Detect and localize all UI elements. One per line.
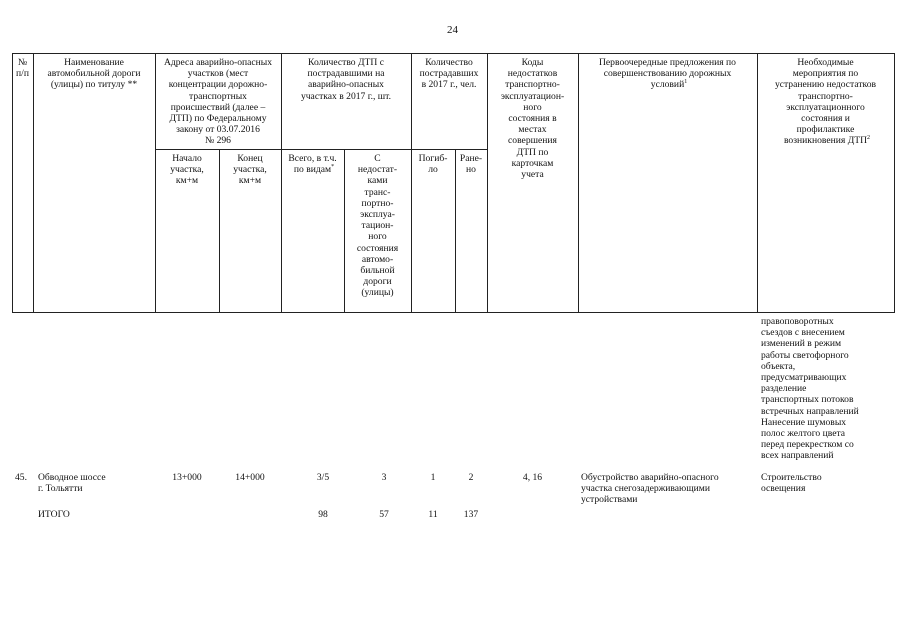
measures-continued: правоповоротных съездов с внесением изменений в режим работы светофорного объекта, предусматривающих разделение транспортных потоков встречных направлений Нанесение шумовых полос желтого цвета перед перекрестком со всех направлений bbox=[761, 316, 859, 462]
row-proposals: Обустройство аварийно-опасного участка снегозадерживающими устройствами bbox=[581, 472, 719, 506]
total-accidents-with-defects: 57 bbox=[379, 509, 389, 520]
page-number: 24 bbox=[447, 24, 458, 36]
header-measures: Необходимые мероприятия по устранению недостатков транспортно- эксплуатационного состояния и профилактике возникновения ДТП 2 bbox=[774, 57, 877, 147]
row-killed: 1 bbox=[430, 472, 436, 483]
total-killed: 11 bbox=[428, 509, 438, 520]
header-defect-codes: Коды недостатков транспортно- эксплуатацион- ного состояния в местах совершения ДТП по карточкам учета bbox=[500, 57, 565, 181]
header-injured: Ране- но bbox=[459, 153, 483, 176]
header-proposals: Первоочередные предложения по совершенствованию дорожных условий 1 bbox=[599, 57, 736, 91]
header-accidents-total: Всего, в т.ч. по видам * bbox=[288, 153, 337, 176]
row-num: 45. bbox=[15, 472, 27, 483]
row-road-name: Обводное шоссе г. Тольятти bbox=[38, 472, 106, 495]
header-num: № п/п bbox=[16, 57, 29, 80]
header-addresses: Адреса аварийно-опасных участков (мест концентрации дорожно- транспортных происшествий (далее – ДТП) по Федеральному закону от 03.07.2016 № 296 bbox=[163, 57, 273, 147]
header-victims-count: Количество пострадавших в 2017 г., чел. bbox=[419, 57, 479, 91]
header-accidents-count: Количество ДТП с пострадавшими на аварийно-опасных участках в 2017 г., шт. bbox=[300, 57, 392, 102]
row-defect-codes: 4, 16 bbox=[522, 472, 543, 483]
row-section-end: 14+000 bbox=[235, 472, 265, 483]
total-accidents: 98 bbox=[318, 509, 328, 520]
header-section-start: Начало участка, км+м bbox=[170, 153, 204, 187]
header-section-end: Конец участка, км+м bbox=[233, 153, 267, 187]
row-injured: 2 bbox=[468, 472, 474, 483]
header-killed: Погиб- ло bbox=[418, 153, 448, 176]
row-accidents-with-defects: 3 bbox=[381, 472, 387, 483]
total-injured: 137 bbox=[463, 509, 479, 520]
header-road-name: Наименование автомобильной дороги (улицы) по титулу ** bbox=[47, 57, 141, 91]
row-section-start: 13+000 bbox=[172, 472, 202, 483]
row-accidents-total: 3/5 bbox=[316, 472, 330, 483]
header-accidents-with-defects: С недостат- ками транс- портно- эксплуа- тацион- ного состояния автомо- бильной дороги (улицы) bbox=[356, 153, 399, 299]
total-label: ИТОГО bbox=[38, 509, 70, 520]
row-measures: Строительство освещения bbox=[761, 472, 822, 495]
